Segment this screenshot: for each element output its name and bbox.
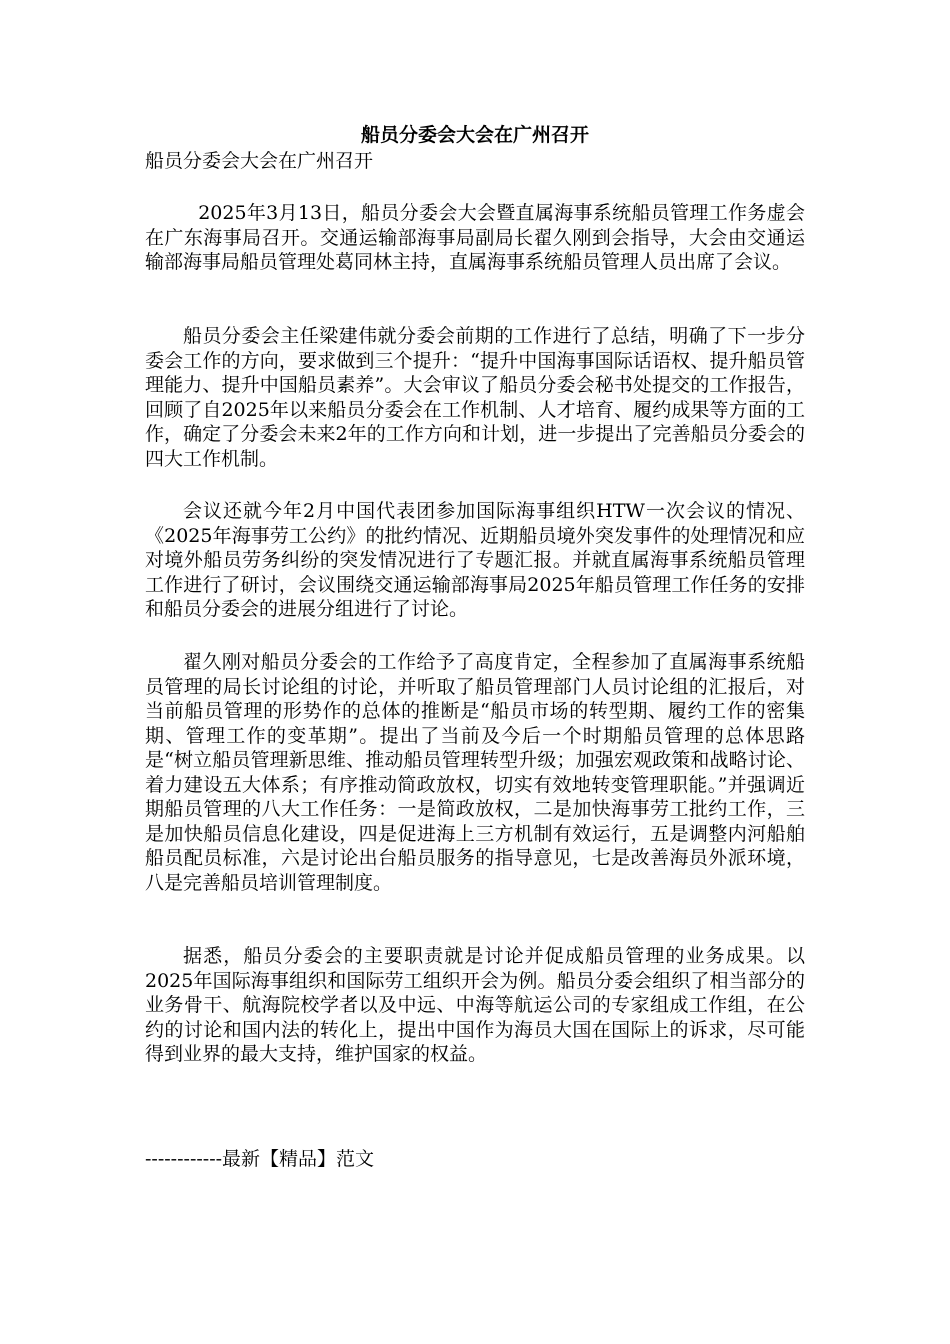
paragraph-2: 船员分委会主任梁建伟就分委会前期的工作进行了总结，明确了下一步分委会工作的方向，要求做到三个提升：“提升中国海事国际话语权、提升船员管理能力、提升中国船员素养”。大会审议了船员分委会秘书处提交的工作报告，回顾了自2025年以来船员分委会在工作机制、人才培育、履约成果等方面的工作，确定了分委会未来2年的工作方向和计划，进一步提出了完善船员分委会的四大工作机制。 xyxy=(145,325,805,470)
paragraph-4: 翟久刚对船员分委会的工作给予了高度肯定，全程参加了直属海事系统船员管理的局长讨论组的讨论，并听取了船员管理部门人员讨论组的汇报后，对当前船员管理的形势作的总体的推断是“船员市场的转型期、履约工作的密集期、管理工作的变革期”。提出了当前及今后一个时期船员管理的总体思路是“树立船员管理新思维、推动船员管理转型升级；加强宏观政策和战略讨论、着力建设五大体系；有序推动简政放权，切实有效地转变管理职能。”并强调近期船员管理的八大工作任务：一是简政放权，二是加快海事劳工批约工作，三是加快船员信息化建设，四是促进海上三方机制有效运行，五是调整内河船舶船员配员标准，六是讨论出台船员服务的指导意见，七是改善海员外派环境，八是完善船员培训管理制度。 xyxy=(145,651,805,894)
document-title: 船员分委会大会在广州召开 xyxy=(360,124,589,146)
paragraph-5: 据悉，船员分委会的主要职责就是讨论并促成船员管理的业务成果。以2025年国际海事组织和国际劳工组织开会为例。船员分委会组织了相当部分的业务骨干、航海院校学者以及中远、中海等航运公司的专家组成工作组，在公约的讨论和国内法的转化上，提出中国作为海员大国在国际上的诉求，尽可能得到业界的最大支持，维护国家的权益。 xyxy=(145,945,805,1065)
document-footer: ------------最新【精品】范文 xyxy=(145,1148,375,1170)
paragraph-3: 会议还就今年2月中国代表团参加国际海事组织HTW一次会议的情况、《2025年海事劳工公约》的批约情况、近期船员境外突发事件的处理情况和应对境外船员劳务纠纷的突发情况进行了专题汇报。并就直属海事系统船员管理工作进行了研讨，会议围绕交通运输部海事局2025年船员管理工作任务的安排和船员分委会的进展分组进行了讨论。 xyxy=(145,500,805,620)
document-subtitle: 船员分委会大会在广州召开 xyxy=(145,150,374,172)
paragraph-1: 2025年3月13日，船员分委会大会暨直属海事系统船员管理工作务虚会在广东海事局召开。交通运输部海事局副局长翟久刚到会指导，大会由交通运输部海事局船员管理处葛同林主持，直属海事系统船员管理人员出席了会议。 xyxy=(145,202,805,273)
